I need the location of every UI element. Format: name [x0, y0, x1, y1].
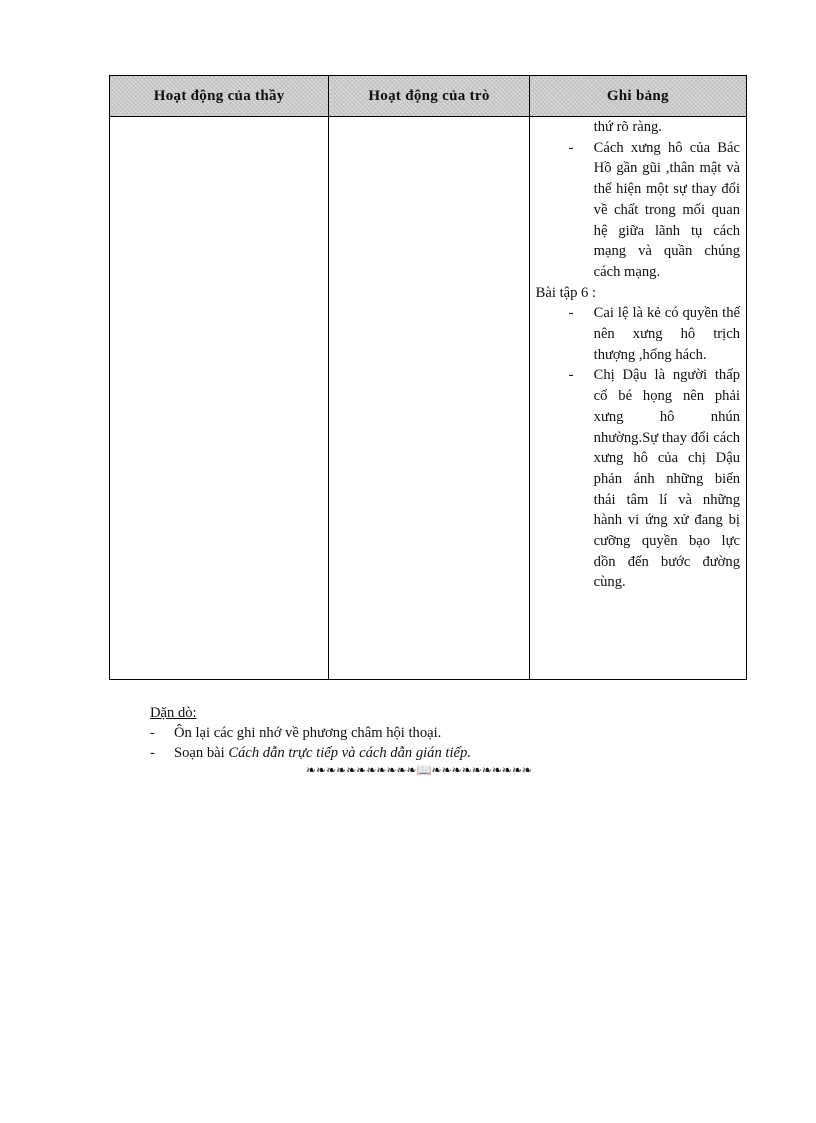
list-item: - Chị Dậu là người thấp cổ bé họng nên phải xưng hô nhún nhường.Sự thay đổi cách xưng hô của chị Dậu phản ánh những biến thái tâm lí và những hành vi ứng xử đang bị cưỡng quyền bạo lực dồn đến bước đường cùng. — [536, 365, 740, 593]
lesson-table — [109, 75, 747, 680]
header-teacher-activity: Hoạt động của thầy — [110, 76, 329, 117]
homework-item-text: Soạn bài Cách dẫn trực tiếp và cách dẫn gián tiếp. — [174, 745, 471, 761]
lesson-title: Cách dẫn trực tiếp và cách dẫn gián tiếp. — [228, 745, 471, 761]
decorative-ornament-divider: ❧❧❧❧❧❧❧❧❧❧❧📖❧❧❧❧❧❧❧❧❧❧ — [306, 763, 533, 777]
homework-heading: Dặn dò: — [150, 705, 197, 721]
homework-item: - Soạn bài Cách dẫn trực tiếp và cách dẫn gián tiếp. — [150, 745, 471, 761]
student-activity-cell — [329, 117, 529, 680]
homework-item: - Ôn lại các ghi nhớ về phương châm hội thoại. — [150, 725, 442, 741]
list-item: - Cách xưng hô của Bác Hồ gần gũi ,thân mật và thể hiện một sự thay đổi về chất trong mối quan hệ giữa lãnh tụ cách mạng và quần chúng cách mạng. — [536, 138, 740, 283]
homework-item-text: Ôn lại các ghi nhớ về phương châm hội thoại. — [174, 725, 442, 741]
continuation-text: thứ rõ ràng. — [593, 119, 662, 135]
exercise-title: Bài tập 6 : — [535, 284, 597, 301]
content-row — [110, 117, 747, 680]
teacher-activity-cell — [110, 117, 329, 680]
list-item-text: Cai lệ là kẻ có quyền thế nên xưng hô trịch thượng ,hống hách. — [593, 305, 740, 363]
header-student-activity: Hoạt động của trò — [329, 76, 529, 117]
homework-section — [150, 703, 471, 763]
header-row — [110, 76, 747, 117]
list-item-text: Chị Dậu là người thấp cổ bé họng nên phải xưng hô nhún nhường.Sự thay đổi cách xưng hô của chị Dậu phản ánh những biến thái tâm lí và những hành vi ứng xử đang bị cưỡng quyền bạo lực dồn đến bước đường cùng. — [593, 367, 740, 591]
header-board-notes: Ghi bảng — [529, 76, 746, 117]
board-notes-cell — [529, 117, 746, 680]
list-item-text: Cách xưng hô của Bác Hồ gần gũi ,thân mật và thể hiện một sự thay đổi về chất trong mối quan hệ giữa lãnh tụ cách mạng và quần chúng cách mạng. — [593, 139, 740, 280]
list-item: - Cai lệ là kẻ có quyền thế nên xưng hô trịch thượng ,hống hách. — [536, 303, 740, 365]
